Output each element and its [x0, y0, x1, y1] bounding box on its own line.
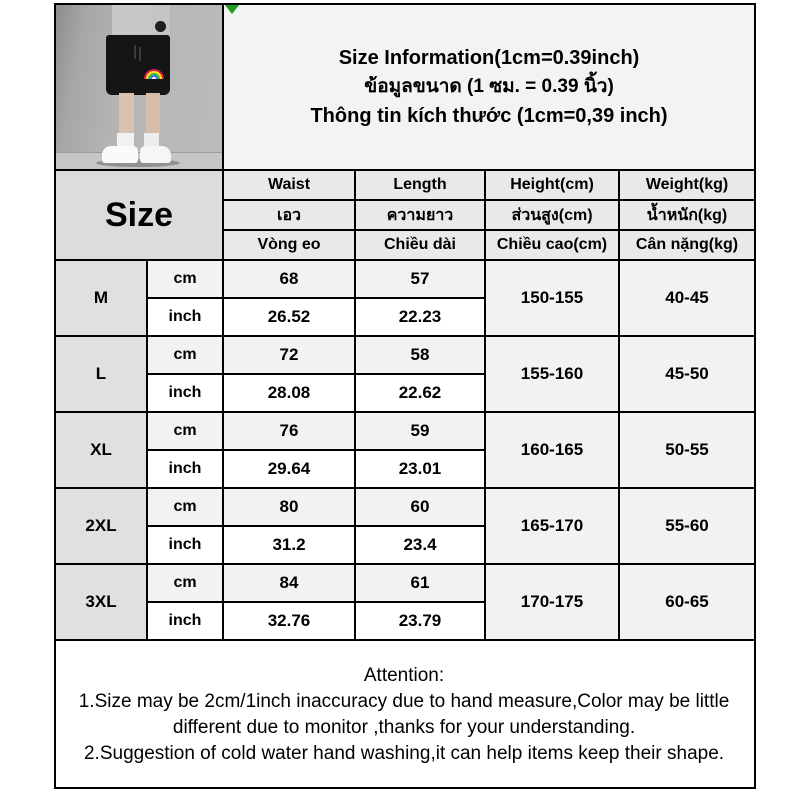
waist-inch-value: 32.76 [223, 602, 355, 640]
length-inch-value: 23.79 [355, 602, 485, 640]
product-photo [56, 5, 222, 169]
length-cm-value: 59 [355, 412, 485, 450]
attention-line-2: 2.Suggestion of cold water hand washing,it can help items keep their shape. [83, 743, 725, 764]
unit-label-inch: inch [147, 374, 223, 412]
col-header-length-en: Length [355, 170, 485, 200]
col-header-length-vi: Chiều dài [355, 230, 485, 260]
title-thai: ข้อมูลขนาด (1 ซม. = 0.39 นิ้ว) [364, 76, 614, 97]
unit-label-inch: inch [147, 526, 223, 564]
table-row-2xl-cm [55, 488, 755, 526]
unit-label-cm: cm [147, 488, 223, 526]
col-header-height-vi: Chiều cao(cm) [485, 230, 619, 260]
unit-label-inch: inch [147, 450, 223, 488]
weight-range-value: 45-50 [619, 336, 755, 412]
unit-label-cm: cm [147, 564, 223, 602]
title-english: Size Information(1cm=0.39inch) [338, 47, 640, 69]
unit-label-cm: cm [147, 412, 223, 450]
title-cell [223, 4, 755, 170]
waist-inch-value: 29.64 [223, 450, 355, 488]
col-header-waist-th: เอว [223, 200, 355, 230]
attention-row [55, 640, 755, 788]
size-table [54, 3, 756, 789]
size-chart-sheet [54, 3, 756, 789]
length-inch-value: 23.01 [355, 450, 485, 488]
table-row-l-cm [55, 336, 755, 374]
waist-cm-value: 68 [223, 260, 355, 298]
length-inch-value: 23.4 [355, 526, 485, 564]
waist-cm-value: 84 [223, 564, 355, 602]
waist-inch-value: 31.2 [223, 526, 355, 564]
watch-graphic [155, 21, 166, 32]
size-header: Size [55, 170, 223, 260]
col-header-weight-en: Weight(kg) [619, 170, 755, 200]
table-row-3xl-cm [55, 564, 755, 602]
product-photo-cell [55, 4, 223, 170]
unit-label-cm: cm [147, 260, 223, 298]
weight-range-value: 60-65 [619, 564, 755, 640]
length-inch-value: 22.62 [355, 374, 485, 412]
size-value: M [55, 260, 147, 336]
attention-cell [55, 640, 755, 788]
col-header-height-th: ส่วนสูง(cm) [485, 200, 619, 230]
waist-cm-value: 76 [223, 412, 355, 450]
length-cm-value: 61 [355, 564, 485, 602]
height-range-value: 150-155 [485, 260, 619, 336]
weight-range-value: 40-45 [619, 260, 755, 336]
sneaker-graphic [102, 146, 138, 163]
height-range-value: 165-170 [485, 488, 619, 564]
length-cm-value: 57 [355, 260, 485, 298]
length-cm-value: 60 [355, 488, 485, 526]
length-cm-value: 58 [355, 336, 485, 374]
size-value: L [55, 336, 147, 412]
header-row-english [55, 170, 755, 200]
size-value: XL [55, 412, 147, 488]
title-vietnamese: Thông tin kích thước (1cm=0,39 inch) [310, 105, 668, 127]
col-header-waist-vi: Vòng eo [223, 230, 355, 260]
unit-label-cm: cm [147, 336, 223, 374]
col-header-length-th: ความยาว [355, 200, 485, 230]
waist-inch-value: 26.52 [223, 298, 355, 336]
unit-label-inch: inch [147, 602, 223, 640]
size-value: 2XL [55, 488, 147, 564]
size-value: 3XL [55, 564, 147, 640]
attention-line-1: 1.Size may be 2cm/1inch inaccuracy due to hand measure,Color may be little different due to monitor ,thanks for your understanding. [78, 691, 730, 738]
col-header-height-en: Height(cm) [485, 170, 619, 200]
waist-cm-value: 72 [223, 336, 355, 374]
shorts-graphic [106, 35, 170, 95]
attention-heading: Attention: [363, 665, 445, 686]
height-range-value: 155-160 [485, 336, 619, 412]
sneaker-graphic [140, 146, 171, 163]
weight-range-value: 50-55 [619, 412, 755, 488]
col-header-weight-vi: Cân nặng(kg) [619, 230, 755, 260]
waist-inch-value: 28.08 [223, 374, 355, 412]
table-row-m-cm [55, 260, 755, 298]
top-row [55, 4, 755, 170]
weight-range-value: 55-60 [619, 488, 755, 564]
col-header-weight-th: น้ำหนัก(kg) [619, 200, 755, 230]
length-inch-value: 22.23 [355, 298, 485, 336]
height-range-value: 170-175 [485, 564, 619, 640]
green-corner-marker [225, 5, 239, 14]
col-header-waist-en: Waist [223, 170, 355, 200]
waist-cm-value: 80 [223, 488, 355, 526]
unit-label-inch: inch [147, 298, 223, 336]
drawstring-graphic [134, 45, 136, 59]
table-row-xl-cm [55, 412, 755, 450]
height-range-value: 160-165 [485, 412, 619, 488]
